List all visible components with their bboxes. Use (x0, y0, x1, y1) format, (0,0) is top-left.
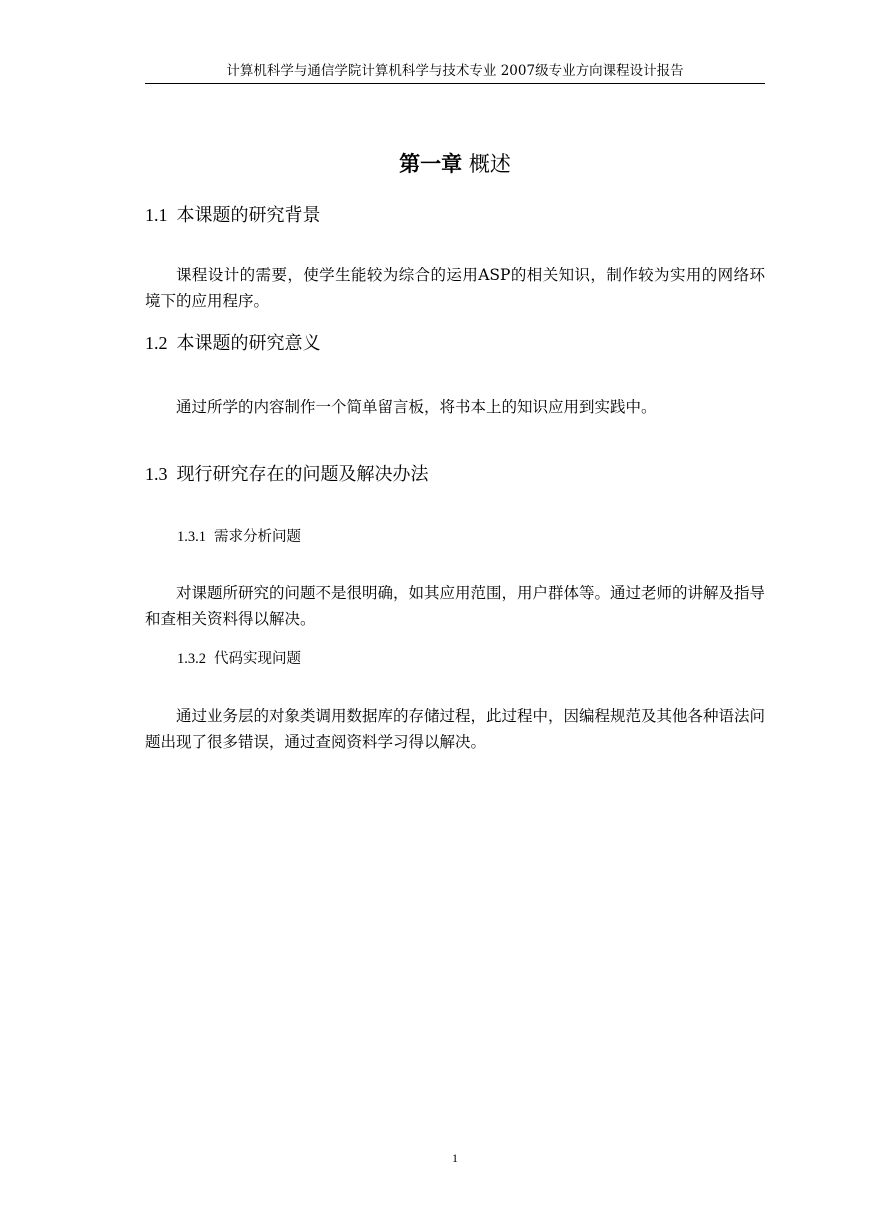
chapter-number: 第一章 (399, 152, 463, 176)
section-number: 1.3 (145, 464, 168, 484)
section-heading-1-1 (145, 203, 321, 228)
header-divider (145, 83, 765, 84)
running-header: 计算机科学与通信学院计算机科学与技术专业 2007级专业方向课程设计报告 (226, 63, 684, 79)
subsection-title: 代码实现问题 (214, 651, 301, 667)
section-title: 本课题的研究背景 (176, 205, 321, 226)
subsection-1-3-2-paragraph: 通过业务层的对象类调用数据库的存储过程，此过程中，因编程规范及其他各种语法问题出现了很多错误，通过查阅资料学习得以解决。 (145, 707, 766, 751)
section-number: 1.2 (145, 333, 168, 353)
chapter-title (145, 150, 765, 178)
section-heading-1-3 (145, 462, 429, 487)
subsection-heading-1-3-1 (177, 527, 301, 547)
section-title: 本课题的研究意义 (176, 333, 321, 354)
chapter-name: 概述 (468, 152, 511, 176)
section-number: 1.1 (145, 205, 168, 225)
subsection-title: 需求分析问题 (214, 529, 301, 545)
section-1-2-paragraph: 通过所学的内容制作一个简单留言板，将书本上的知识应用到实践中。 (176, 398, 657, 416)
subsection-1-3-1-paragraph: 对课题所研究的问题不是很明确，如其应用范围，用户群体等。通过老师的讲解及指导和查相关资料得以解决。 (145, 584, 766, 628)
subsection-number: 1.3.1 (177, 529, 206, 545)
section-1-1-paragraph: 课程设计的需要，使学生能较为综合的运用ASP的相关知识，制作较为实用的网络环境下的应用程序。 (145, 266, 765, 310)
page-number: 1 (452, 1151, 458, 1165)
section-title: 现行研究存在的问题及解决办法 (176, 464, 429, 485)
subsection-number: 1.3.2 (177, 651, 206, 667)
section-heading-1-2 (145, 331, 321, 356)
subsection-heading-1-3-2 (177, 649, 301, 669)
